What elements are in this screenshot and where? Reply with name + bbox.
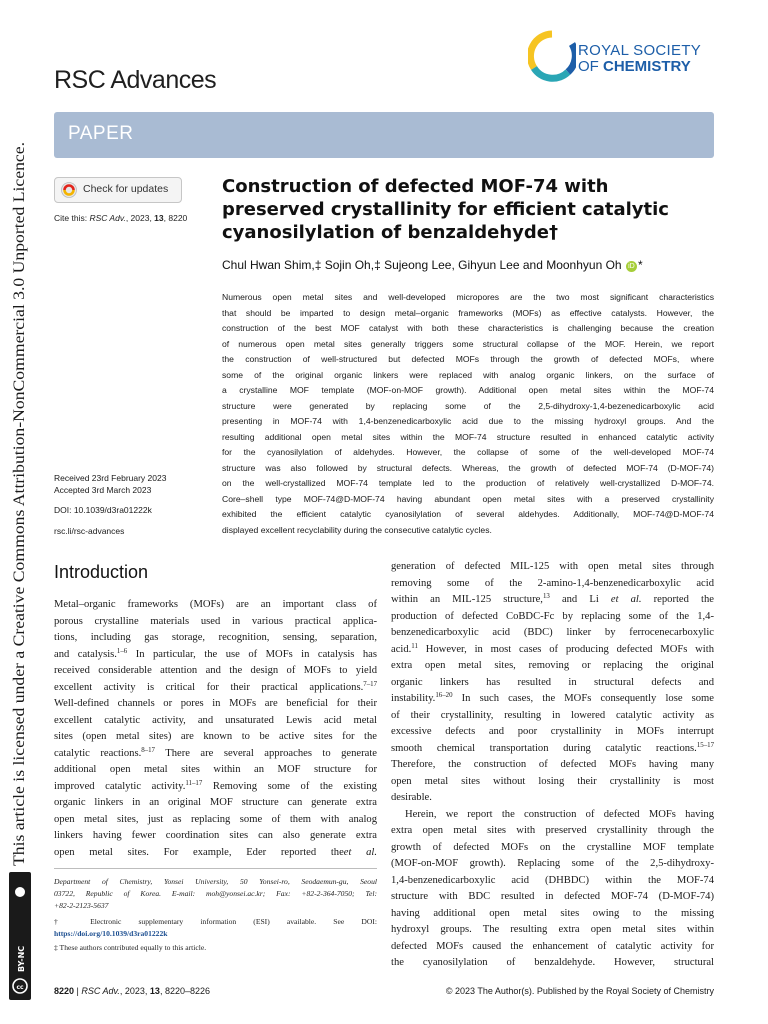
body-text-line: extra open metal sites, removing or replacing the original [391, 660, 714, 671]
abstract-line: the construction of well-structured but defected MOFs through the growth of defected MOFs, where [222, 354, 714, 364]
body-text-line: and catalysis.$^{1-6}$ In particular, the use of MOFs in catalysis has [54, 647, 377, 660]
citation-ref[interactable]: 11–17 [185, 779, 203, 787]
check-updates-icon [61, 182, 77, 198]
check-for-updates-button[interactable] [54, 177, 182, 203]
body-text-line: 1,4-benzenedicarboxylic acid (DHBDC) within the MOF-74 [391, 874, 714, 886]
rsc-logo-line1: ROYAL SOCIETY [578, 42, 702, 59]
abstract-line: on the well-crystallized MOF-74 template led to the production of relatively well-crystallized D-MOF-74. [222, 478, 714, 488]
body-text-line: hydroxyl groups. The resulting extra open metal sites within [391, 924, 714, 935]
article-type-label: PAPER [68, 123, 134, 144]
body-text-line: production of defected CoBDC-Fc by replacing some of the 1,4- [391, 610, 714, 622]
abstract-line: structure was also followed by structural defects. Whereas, the growth of defected MOF-74 (D-MOF-74) [222, 462, 714, 473]
page-footer-citation: 8220 | RSC Adv., 2023, 13, 8220–8226 [54, 986, 210, 996]
body-text-line: linkers having fewer coordination sites can also generate extra [54, 830, 377, 841]
article-title: Construction of defected MOF-74 with preserved crystallinity for efficient catalytic cyanosilylation of benzaldehyde† [222, 176, 669, 243]
body-text-line: (MOF-on-MOF growth). Replacing some of the 2,5-dihydroxy- [391, 858, 714, 869]
citation-ref[interactable]: 15–17 [696, 741, 714, 749]
body-text-line: instability.$^{16-20}$ In such cases, the MOFs consequently lose some [391, 692, 714, 704]
article-type-banner [54, 112, 714, 158]
body-text-line: the cyanosilylation of benzaldehyde. However, structural [391, 957, 714, 968]
affiliation-line: Department of Chemistry, Yonsei University, 50 Yonsei-ro, Seodaemun-gu, Seoul [54, 877, 377, 886]
body-text-line: benzenedicarboxylic acid (BDC) linker by ferrocenecarboxylic [391, 627, 714, 638]
body-text-line: organic linkers in an original MOF structure can generate extra [54, 797, 377, 808]
body-text-line: within an MIL-125 structure,$^{13}$ and Li et al. reported the [391, 593, 714, 605]
body-text-line: defected MOFs caused the enhancement of catalytic activity for [391, 940, 714, 952]
introduction-heading: Introduction [54, 562, 149, 582]
rsc-logo-icon [528, 30, 576, 84]
body-text-line: open metal sites. For example, Eder reported theet al. [54, 846, 377, 858]
abstract-line: of numerous open metal sites generally triggers some structural collapse of the MOF. Herein, we report [222, 338, 714, 349]
body-text-line: received considerable attention and the design of MOFs to yield [54, 665, 377, 676]
citation-ref[interactable]: 13 [542, 593, 550, 600]
abstract-line: some of the original organic linkers were replaced with analog organic linkers, on the surface of [222, 369, 714, 380]
body-text-line: open metal sites, just as replacing some of them with analog [54, 813, 377, 825]
body-text-line: porous crystalline materials used in various practical applica- [54, 615, 377, 627]
corresponding-author-mark: * [637, 258, 643, 272]
body-text-line: tions, including gas storage, recognition, sensing, separation, [54, 632, 377, 643]
citation-ref[interactable]: 16–20 [435, 692, 453, 699]
esi-footnote: † Electronic supplementary information (ESI) available. See DOI: [54, 917, 377, 926]
orcid-icon[interactable]: iD [626, 261, 637, 272]
side-license-text [7, 140, 31, 868]
body-text-line: having additional open metal sites owing to the missing [391, 907, 714, 919]
doi-line[interactable]: DOI: 10.1039/d3ra01222k [54, 505, 152, 515]
body-text-line: acid.$^{11}$ However, in most cases of producing defected MOFs with [391, 642, 714, 655]
body-text-line: growth of defected MOFs on the crystalline MOF template [391, 841, 714, 853]
abstract-line: construction of the best MOF catalyst with both these characteristics is challenging because the creation [222, 323, 714, 333]
body-text-line: excellent catalytic activity, and unsaturated Lewis acid metal [54, 714, 377, 726]
svg-text:This article is licensed under: This article is licensed under a Creative Commons Attribution-NonCommercial 3.0 Unported Licence. [11, 230, 28, 866]
body-text-line: of their crystallinity, resulting in lowered catalytic activity as [391, 709, 714, 721]
footnotes [54, 876, 377, 954]
body-text-line: Herein, we report the construction of defected MOFs having [405, 808, 714, 820]
affiliation-line: 03722, Republic of Korea. E-mail: moh@yonsei.ac.kr; Fax: +82-2-364-7050; Tel: [54, 889, 377, 898]
journal-name: RSC Advances [54, 66, 217, 94]
esi-doi-link[interactable]: https://doi.org/10.1039/d3ra01222k [54, 929, 168, 938]
body-text-line: structure with BDC resulted in defected MOF-74 (D-MOF-74) [391, 891, 714, 902]
abstract [222, 290, 714, 538]
page-number: 8220 [54, 986, 75, 996]
body-column-right [391, 559, 714, 972]
body-text-line: excellent activity is critical for their practical applications.$^{7-17}$ [54, 680, 377, 693]
body-text-line: Therefore, the construction of defected MOFs having many [391, 759, 714, 770]
body-text-line: Well-defined channels or pores in MOFs are beneficial for their [54, 698, 377, 709]
body-text-line: improved catalytic activity.$^{11-17}$ Removing some of the existing [54, 779, 377, 792]
abstract-line: for the cyanosilylation of aldehydes. However, the collapse of some of the well-developed MOF-74 [222, 447, 714, 457]
body-text-line: additional open metal sites within an MOF structure for [54, 764, 377, 775]
svg-text:cc: cc [16, 984, 24, 991]
body-text-line: open metal sites without losing their crystallinity is most [391, 775, 714, 787]
svg-text:BY-NC: BY-NC [17, 945, 26, 972]
received-dates [54, 472, 166, 496]
body-text-line: extra open metal sites with preserved crystallinity through the [391, 825, 714, 836]
body-text-line: catalytic reactions.$^{8-17}$ There are several approaches to generate [54, 746, 377, 759]
abstract-line: resulting additional open metal sites within the MOF-74 structure resulted in enhanced catalytic activity [222, 431, 714, 442]
body-text-line: desirable. [391, 792, 432, 803]
footnote-divider [54, 868, 377, 869]
affiliation-line: +82-2-2123-5637 [54, 901, 109, 910]
body-text-line: generation of defected MIL-125 with open metal sites through [391, 561, 714, 572]
body-text-line: removing some of the 2-amino-1,4-benzenedicarboxylic acid [391, 577, 714, 589]
rsc-logo[interactable] [528, 30, 718, 84]
abstract-line: displayed excellent recyclability during the consecutive catalytic cycles. [222, 524, 492, 535]
citation-ref[interactable]: 1–6 [116, 647, 128, 655]
person-icon [15, 887, 25, 897]
accepted-date: Accepted 3rd March 2023 [54, 485, 152, 495]
rsc-logo-line2: OF CHEMISTRY [578, 58, 691, 75]
citation-line: Cite this: RSC Adv., 2023, 13, 8220 [54, 213, 188, 223]
equal-contribution-footnote: ‡ These authors contributed equally to this article. [54, 943, 207, 952]
copyright-notice: © 2023 The Author(s). Published by the Royal Society of Chemistry [445, 986, 714, 996]
body-text-line: smooth chemical transportation during catalytic reactions.$^{15-17}$ [391, 741, 714, 754]
received-date: Received 23rd February 2023 [54, 473, 167, 483]
abstract-line: exhibited the efficient catalytic cyanosilylation of several aldehydes. Additionally, MOF-74@D-MOF-74 [222, 509, 714, 519]
author-list: Chul Hwan Shim,‡ Sojin Oh,‡ Sujeong Lee, Gihyun Lee and Moonhyun Oh iD * [222, 258, 643, 272]
citation-ref[interactable]: 11 [411, 642, 418, 650]
body-text-line: organic linkers has resulted in structural defects and [391, 676, 714, 688]
journal-link[interactable]: rsc.li/rsc-advances [54, 526, 125, 536]
citation-ref[interactable]: 8–17 [141, 746, 155, 754]
abstract-line: structure were generated by replacing some of the 2,5-dihydroxy-1,4-bezenedicarboxylic acid [222, 400, 714, 411]
body-text-line: sites (open metal sites) are known to be active sites for the [54, 731, 377, 742]
abstract-line: Core–shell type MOF-74@D-MOF-74 having abundant open metal sites with a preserved crystallinity [222, 493, 714, 504]
affiliation-footnote [54, 876, 377, 912]
body-text-line: excessive defects and poor crystallinity in MOFs interrupt [391, 726, 714, 737]
citation-ref[interactable]: 7–17 [363, 680, 377, 688]
abstract-line: that should be imparted to design metal–organic frameworks (MOFs) as effective catalysts. However, the [222, 307, 714, 318]
body-text-line: Metal–organic frameworks (MOFs) are an important class of [54, 599, 377, 610]
abstract-line: Numerous open metal sites and well-developed micropores are the two most significant characteristics [222, 292, 714, 302]
check-updates-label: Check for updates [83, 183, 169, 195]
body-column-left [54, 597, 377, 861]
abstract-line: presenting in MOF-74 with 1,4-benzenedicarboxylic acid due to the missing hydroxyl groups. And the [222, 416, 714, 426]
abstract-line: a crystalline MOF template (MOF-on-MOF growth). Additional open metal sites within the MOF-74 [222, 385, 714, 395]
cc-license-badge[interactable] [9, 872, 31, 1000]
